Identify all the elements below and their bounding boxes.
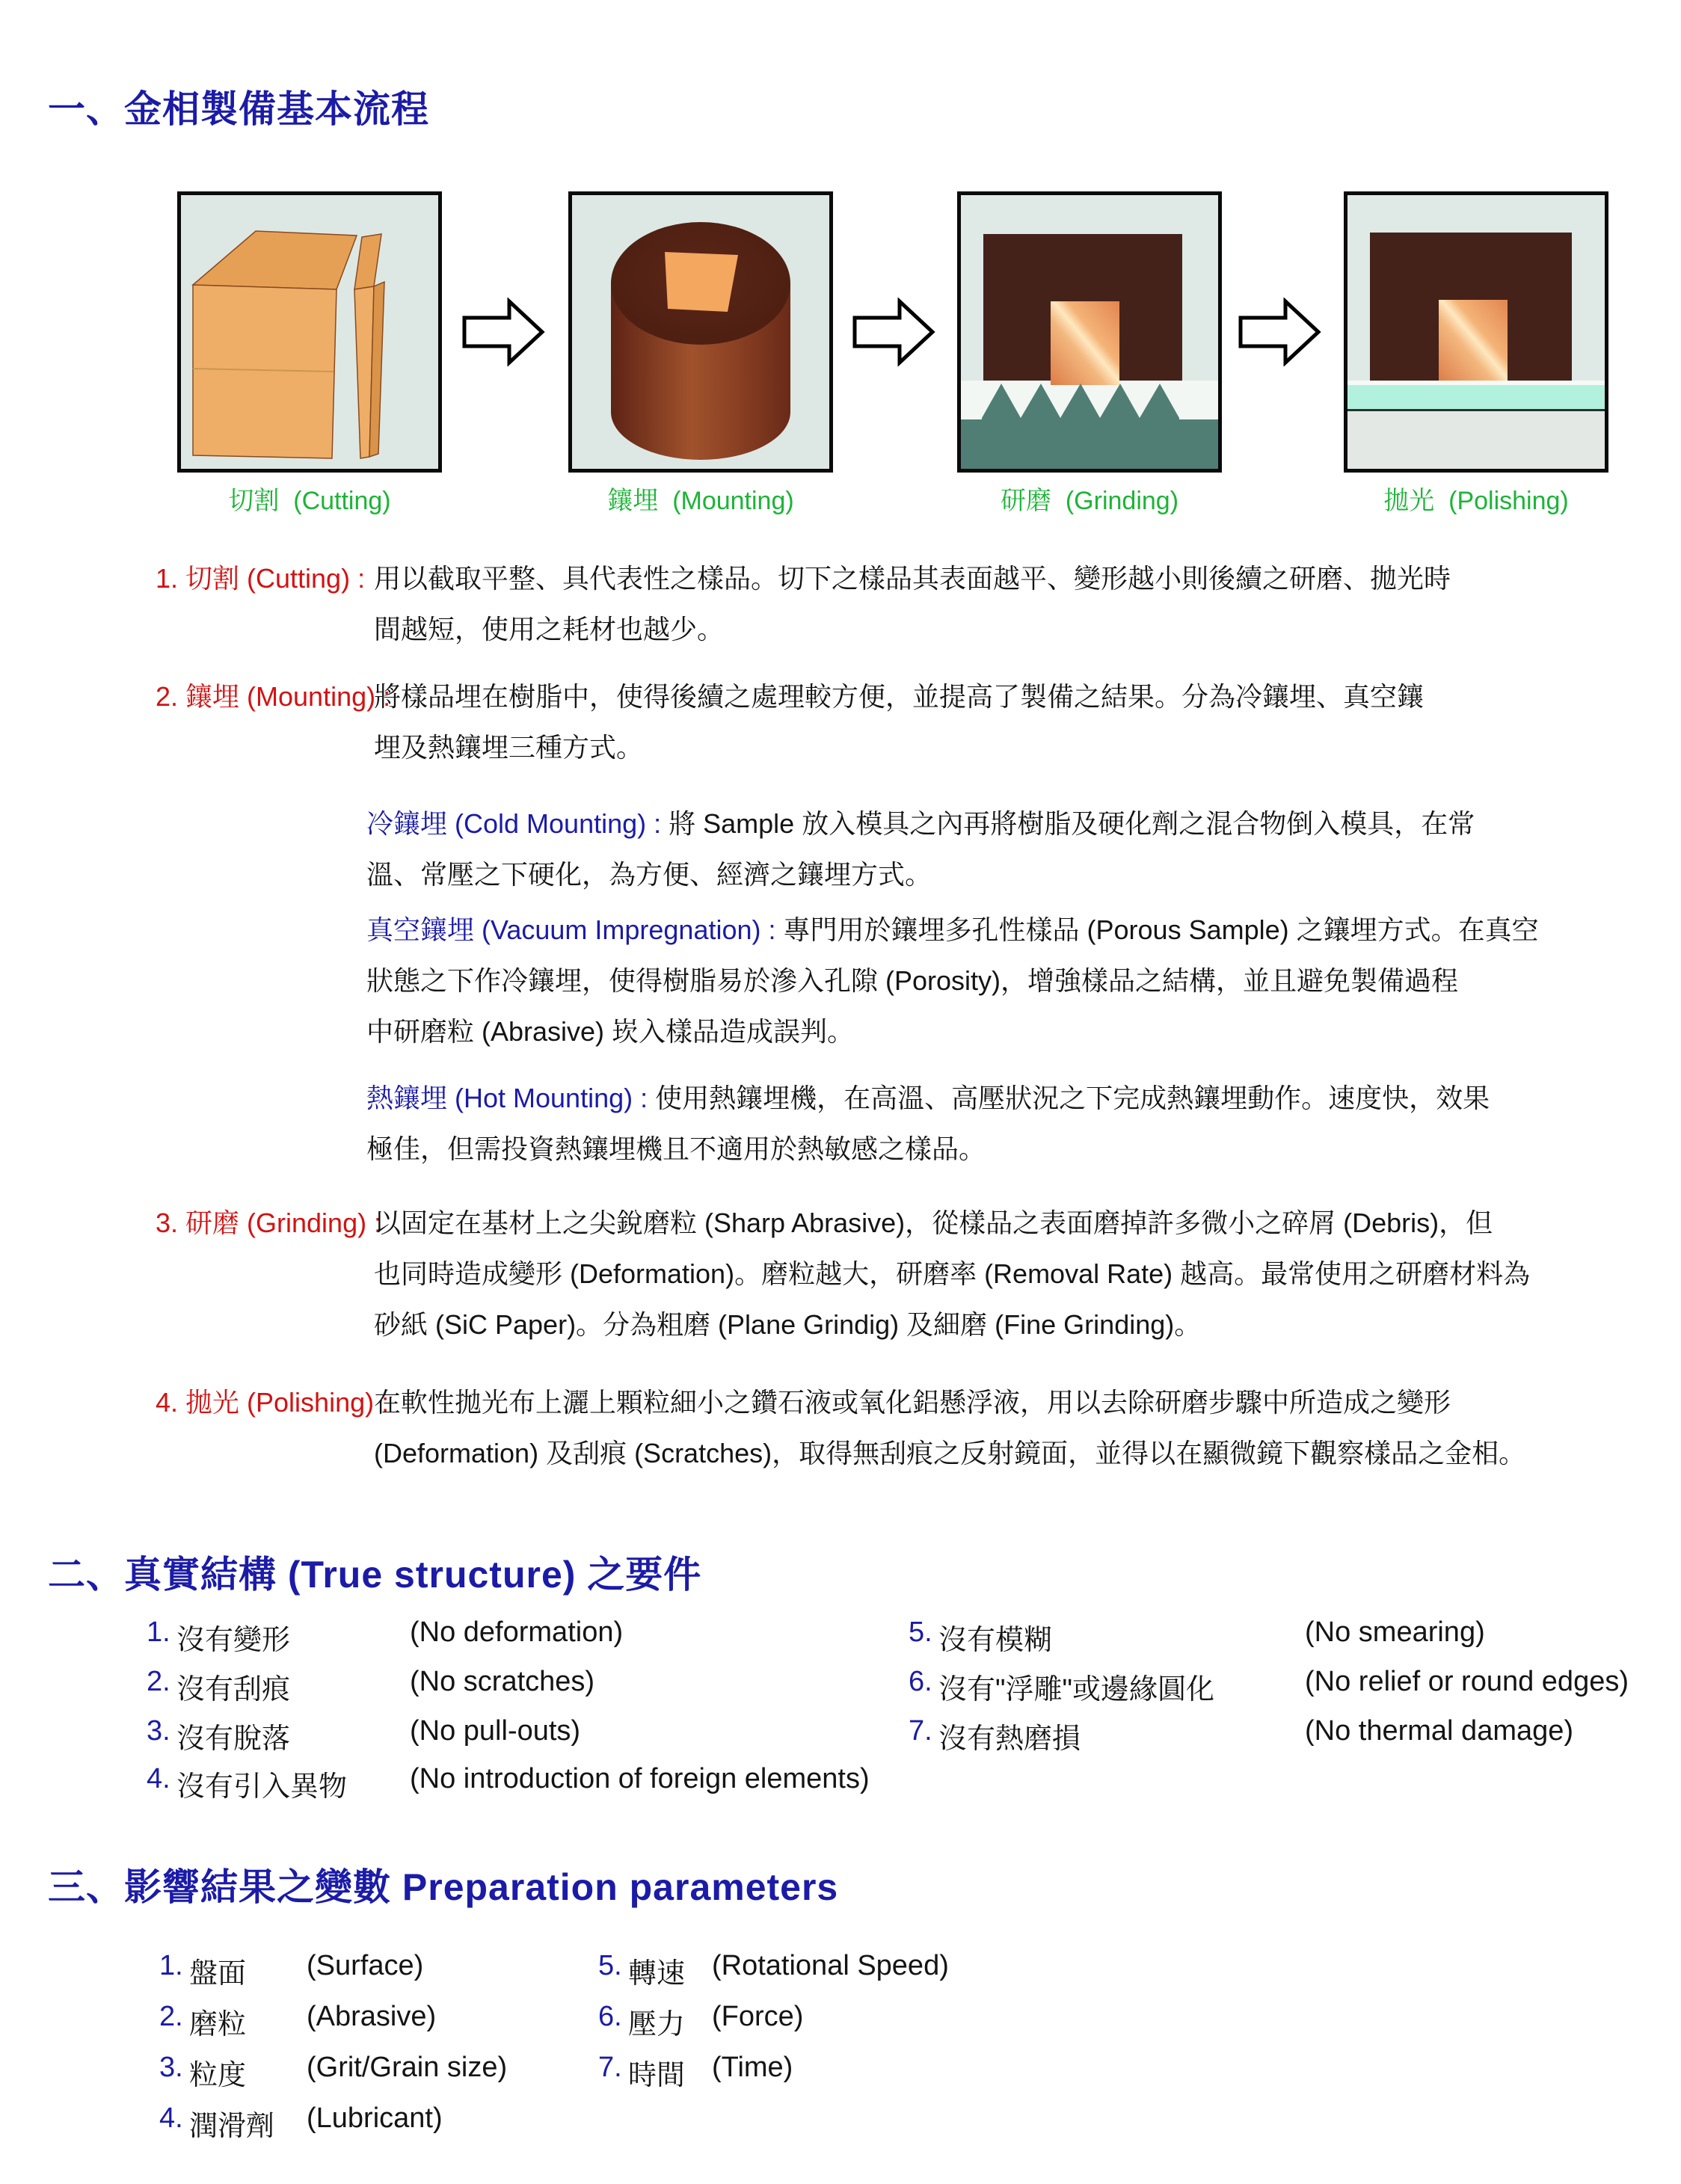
item-number: 1.: [159, 1950, 183, 1981]
paragraph-cold-mounting: [366, 808, 1475, 840]
item-text-zh: 沒有引入異物: [176, 1771, 348, 1803]
paragraph-vacuum-impregnation-label: 真空鑲埋 (Vacuum Impregnation) :: [366, 914, 784, 945]
item-number: 3.: [159, 2052, 183, 2083]
paragraph-mounting-line: 埋及熱鑲埋三種方式。: [374, 732, 644, 763]
item-text-en: (No smearing): [1305, 1617, 1485, 1648]
item-number: 7.: [598, 2052, 622, 2083]
step-label-grinding: 研磨 (Grinding): [1000, 487, 1179, 515]
polishing-illustration: [1347, 195, 1605, 469]
item-text-zh: 沒有"浮雕"或邊緣圓化: [938, 1674, 1214, 1705]
paragraph-polishing-line: 在軟性拋光布上灑上顆粒細小之鑽石液或氧化鋁懸浮液，用以去除研磨步驟中所造成之變形: [374, 1387, 1451, 1418]
grinding-illustration: [961, 195, 1218, 469]
item-text-en: (No deformation): [410, 1617, 624, 1648]
arrow-right-icon: [462, 298, 546, 366]
paragraph-cold-mounting-line: 將 Sample 放入模具之內再將樹脂及硬化劑之混合物倒入模具，在常: [669, 808, 1475, 839]
item-text-en: (Abrasive): [307, 2001, 437, 2032]
item-text-en: (Force): [712, 2001, 804, 2032]
paragraph-grinding-label: 3. 研磨 (Grinding) :: [156, 1208, 382, 1238]
item-text-zh: 磨粒: [189, 2009, 247, 2040]
item-number: 6.: [909, 1666, 932, 1697]
item-text-zh: 盤面: [189, 1958, 247, 1990]
step-label-polishing: 拋光 (Polishing): [1383, 487, 1569, 515]
item-text-zh: 沒有變形: [176, 1625, 291, 1656]
item-number: 1.: [147, 1617, 170, 1648]
item-number: 3.: [147, 1715, 170, 1747]
paragraph-vacuum-impregnation-line: 狀態之下作冷鑲埋，使得樹脂易於滲入孔隙 (Porosity)，增強樣品之結構，並且避免製備過程: [366, 965, 1459, 996]
item-text-zh: 壓力: [628, 2009, 686, 2040]
item-text-en: (No relief or round edges): [1305, 1666, 1629, 1697]
figure-grinding: [957, 191, 1222, 473]
arrow-right-icon: [852, 298, 936, 366]
figure-cutting: [177, 191, 442, 473]
item-number: 4.: [147, 1763, 170, 1794]
figure-mounting: [568, 191, 833, 473]
item-number: 5.: [909, 1617, 932, 1648]
section1-title: 一、金相製備基本流程: [48, 88, 429, 130]
paragraph-cold-mounting-line: 溫、常壓之下硬化，為方便、經濟之鑲埋方式。: [366, 859, 932, 890]
item-text-zh: 時間: [628, 2060, 686, 2091]
paragraph-hot-mounting-line: 極佳，但需投資熱鑲埋機且不適用於熱敏感之樣品。: [366, 1133, 986, 1164]
item-text-zh: 粒度: [189, 2060, 247, 2091]
item-number: 4.: [159, 2103, 183, 2134]
cutting-illustration: [181, 195, 438, 469]
item-text-en: (Surface): [307, 1950, 424, 1981]
paragraph-hot-mounting-label: 熱鑲埋 (Hot Mounting) :: [366, 1083, 656, 1113]
item-number: 7.: [909, 1715, 932, 1747]
item-text-en: (Lubricant): [307, 2103, 443, 2134]
item-text-zh: 沒有脫落: [176, 1723, 291, 1755]
paragraph-grinding-line: 砂紙 (SiC Paper)。分為粗磨 (Plane Grindig) 及細磨 (Fine Grinding)。: [374, 1309, 1202, 1340]
item-number: 2.: [159, 2001, 183, 2032]
paragraph-vacuum-impregnation-line: 專門用於鑲埋多孔性樣品 (Porous Sample) 之鑲埋方式。在真空: [783, 914, 1539, 945]
paragraph-grinding-line: 以固定在基材上之尖銳磨粒 (Sharp Abrasive)，從樣品之表面磨掉許多微小之碎屑 (Debris)，但: [374, 1208, 1493, 1238]
item-text-zh: 轉速: [628, 1958, 686, 1990]
item-text-zh: 沒有熱磨損: [938, 1723, 1081, 1755]
mounting-illustration: [572, 195, 829, 469]
paragraph-hot-mounting: [366, 1082, 1490, 1114]
item-text-en: (No pull-outs): [410, 1715, 581, 1747]
item-number: 6.: [598, 2001, 622, 2032]
item-text-zh: 潤滑劑: [189, 2111, 275, 2142]
step-label-mounting: 鑲埋 (Mounting): [607, 487, 794, 515]
paragraph-mounting-line: 將樣品埋在樹脂中，使得後續之處理較方便，並提高了製備之結果。分為冷鑲埋、真空鑲: [374, 681, 1425, 712]
section2-title: 二、真實結構 (True structure) 之要件: [48, 1554, 702, 1596]
item-text-en: (No scratches): [410, 1666, 595, 1697]
section3-title: 三、影響結果之變數 Preparation parameters: [48, 1866, 839, 1908]
item-text-en: (No introduction of foreign elements): [410, 1763, 870, 1794]
paragraph-polishing-line: (Deformation) 及刮痕 (Scratches)，取得無刮痕之反射鏡面，並得以在顯微鏡下觀察樣品之金相。: [374, 1438, 1526, 1468]
paragraph-vacuum-impregnation: [366, 914, 1539, 946]
item-text-zh: 沒有模糊: [938, 1625, 1053, 1656]
item-text-en: (Grit/Grain size): [307, 2052, 508, 2083]
item-number: 5.: [598, 1950, 622, 1981]
item-text-en: (No thermal damage): [1305, 1715, 1574, 1747]
item-number: 2.: [147, 1666, 170, 1697]
paragraph-cutting-line: 用以截取平整、具代表性之樣品。切下之樣品其表面越平、變形越小則後續之研磨、拋光時: [374, 563, 1451, 594]
paragraph-hot-mounting-line: 使用熱鑲埋機，在高溫、高壓狀況之下完成熱鑲埋動作。速度快，效果: [655, 1083, 1490, 1113]
paragraph-vacuum-impregnation-line: 中研磨粒 (Abrasive) 崁入樣品造成誤判。: [366, 1016, 855, 1047]
paragraph-mounting-label: 2. 鑲埋 (Mounting) :: [156, 681, 391, 712]
figure-polishing: [1344, 191, 1608, 473]
paragraph-polishing-label: 4. 拋光 (Polishing) :: [156, 1387, 390, 1418]
paragraph-cutting-line: 間越短，使用之耗材也越少。: [374, 614, 725, 645]
item-text-en: (Time): [712, 2052, 793, 2083]
paragraph-cold-mounting-label: 冷鑲埋 (Cold Mounting) :: [366, 808, 669, 839]
arrow-right-icon: [1238, 298, 1322, 366]
paragraph-grinding-line: 也同時造成變形 (Deformation)。磨粒越大，研磨率 (Removal Rate) 越高。最常使用之研磨材料為: [374, 1258, 1531, 1289]
paragraph-cutting-label: 1. 切割 (Cutting) :: [156, 563, 366, 594]
item-text-en: (Rotational Speed): [712, 1950, 949, 1981]
item-text-zh: 沒有刮痕: [176, 1674, 291, 1705]
step-label-cutting: 切割 (Cutting): [228, 487, 391, 515]
